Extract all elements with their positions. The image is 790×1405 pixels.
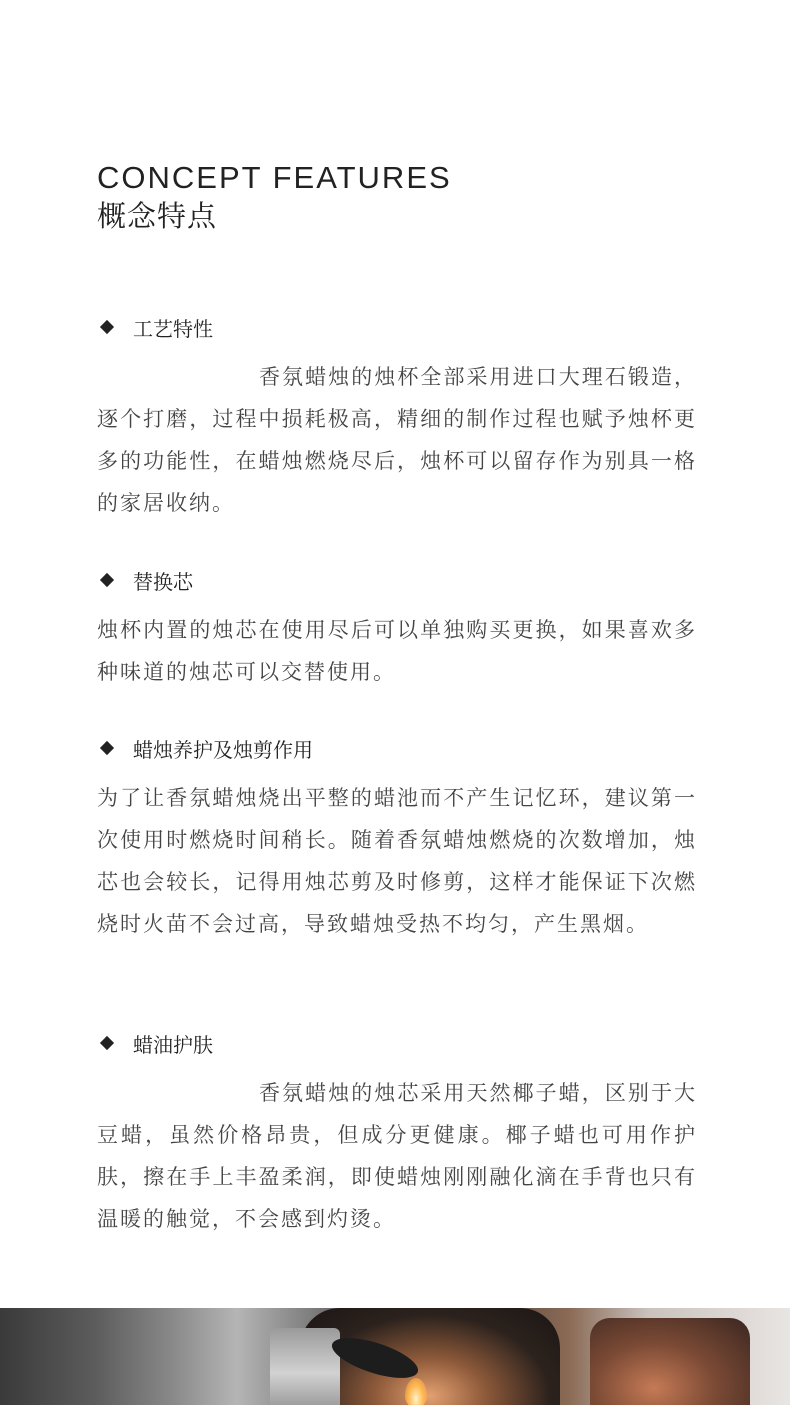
section-body: 为了让香氛蜡烛烧出平整的蜡池而不产生记忆环，建议第一次使用时燃烧时间稍长。随着香氛蜡烛燃烧的次数增加，烛芯也会较长，记得用烛芯剪及时修剪，这样才能保证下次燃烧时火苗不会过高，导致蜡烛受热不均匀，产生黑烟。 [97, 786, 697, 936]
section-title [97, 734, 697, 762]
section-title-text: 蜡烛养护及烛剪作用 [133, 737, 313, 762]
section-replacement-wick [97, 566, 697, 693]
section-body: 烛杯内置的烛芯在使用尽后可以单独购买更换，如果喜欢多种味道的烛芯可以交替使用。 [97, 618, 697, 684]
section-body: 香氛蜡烛的烛芯采用天然椰子蜡，区别于大豆蜡，虽然价格昂贵，但成分更健康。椰子蜡也可用作护肤，擦在手上丰盈柔润，即使蜡烛刚刚融化滴在手背也只有温暖的触觉，不会感到灼烫。 [97, 1081, 697, 1231]
section-title [97, 566, 697, 594]
section-body: 香氛蜡烛的烛杯全部采用进口大理石锻造，逐个打磨，过程中损耗极高，精细的制作过程也赋予烛杯更多的功能性，在蜡烛燃烧尽后，烛杯可以留存作为别具一格的家居收纳。 [97, 365, 697, 515]
candle-photo [0, 1308, 790, 1405]
diamond-icon [100, 1036, 114, 1050]
diamond-icon [100, 741, 114, 755]
diamond-icon [100, 573, 114, 587]
section-title [97, 313, 697, 341]
section-wax-skincare [97, 1029, 697, 1240]
heading-chinese: 概念特点 [97, 199, 218, 233]
candle-glass-right [590, 1318, 750, 1405]
diamond-icon [100, 320, 114, 334]
page-heading [97, 158, 452, 236]
section-title-text: 替换芯 [133, 569, 193, 594]
section-title-text: 蜡油护肤 [133, 1032, 213, 1057]
section-craft [97, 313, 697, 524]
section-title-text: 工艺特性 [133, 316, 213, 341]
section-care-and-trimmer [97, 734, 697, 945]
marble-cup [270, 1328, 340, 1405]
section-title [97, 1029, 697, 1057]
heading-english: CONCEPT FEATURES [97, 160, 452, 195]
